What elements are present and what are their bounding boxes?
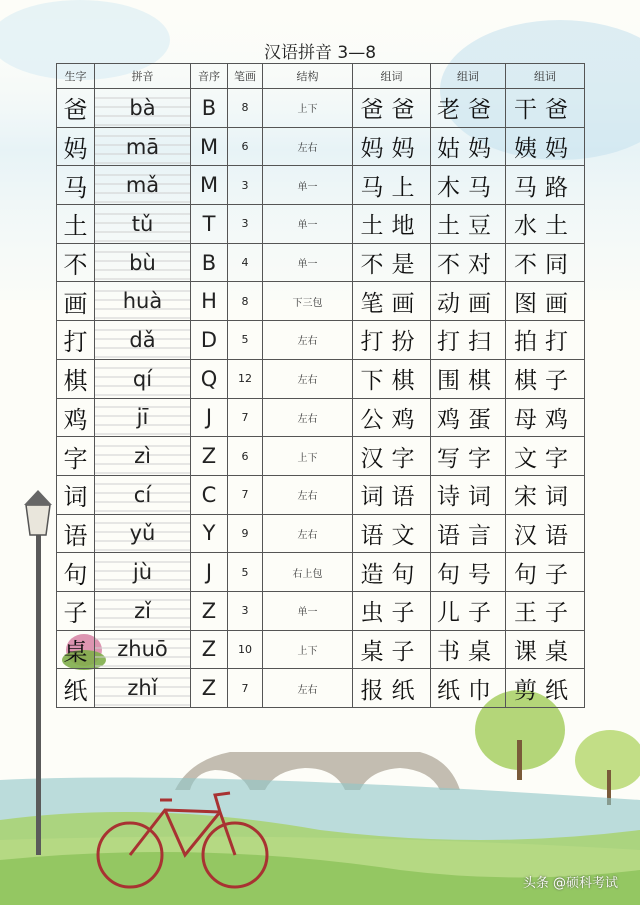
word-cell: 剪纸 — [506, 669, 585, 708]
index-letter-cell: M — [191, 127, 228, 166]
table-row — [57, 243, 585, 282]
column-header: 组词 — [431, 64, 506, 89]
pinyin-cell: cí — [95, 475, 191, 514]
index-letter-cell: T — [191, 205, 228, 244]
index-letter-cell: B — [191, 89, 228, 128]
index-letter-cell: H — [191, 282, 228, 321]
structure-cell: 单一 — [263, 591, 353, 630]
stroke-count-cell: 8 — [228, 89, 263, 128]
index-letter-cell: Z — [191, 591, 228, 630]
word-cell: 句号 — [431, 553, 506, 592]
pinyin-cell: qí — [95, 359, 191, 398]
pinyin-cell: zhuō — [95, 630, 191, 669]
word-cell: 围棋 — [431, 359, 506, 398]
pinyin-cell: mǎ — [95, 166, 191, 205]
index-letter-cell: M — [191, 166, 228, 205]
table-body — [57, 89, 585, 708]
column-header: 生字 — [57, 64, 95, 89]
index-letter-cell: Y — [191, 514, 228, 553]
index-letter-cell: J — [191, 398, 228, 437]
index-letter-cell: D — [191, 321, 228, 360]
stroke-count-cell: 4 — [228, 243, 263, 282]
table-header-row — [57, 64, 585, 89]
index-letter-cell: Z — [191, 630, 228, 669]
word-cell: 老爸 — [431, 89, 506, 128]
stroke-count-cell: 9 — [228, 514, 263, 553]
structure-cell: 下三包 — [263, 282, 353, 321]
structure-cell: 左右 — [263, 359, 353, 398]
pinyin-cell: dǎ — [95, 321, 191, 360]
word-cell: 文字 — [506, 437, 585, 476]
index-letter-cell: Q — [191, 359, 228, 398]
word-cell: 不同 — [506, 243, 585, 282]
table-row — [57, 591, 585, 630]
pinyin-cell: zhǐ — [95, 669, 191, 708]
table-row — [57, 437, 585, 476]
watermark: 头条 @硕科考试 — [522, 876, 618, 891]
word-cell: 马上 — [353, 166, 431, 205]
stroke-count-cell: 3 — [228, 166, 263, 205]
word-cell: 马路 — [506, 166, 585, 205]
table-row — [57, 630, 585, 669]
lamp-post — [36, 520, 41, 855]
word-cell: 写字 — [431, 437, 506, 476]
pinyin-cell: bà — [95, 89, 191, 128]
word-cell: 公鸡 — [353, 398, 431, 437]
word-cell: 打扫 — [431, 321, 506, 360]
word-cell: 图画 — [506, 282, 585, 321]
structure-cell: 左右 — [263, 475, 353, 514]
index-letter-cell: C — [191, 475, 228, 514]
word-cell: 妈妈 — [353, 127, 431, 166]
word-cell: 土豆 — [431, 205, 506, 244]
stroke-count-cell: 5 — [228, 553, 263, 592]
lamp-cap — [24, 490, 52, 505]
table-row — [57, 475, 585, 514]
word-cell: 语文 — [353, 514, 431, 553]
table-row — [57, 321, 585, 360]
column-header: 组词 — [506, 64, 585, 89]
word-cell: 书桌 — [431, 630, 506, 669]
pinyin-cell: tǔ — [95, 205, 191, 244]
word-cell: 动画 — [431, 282, 506, 321]
vocabulary-table — [56, 63, 585, 708]
table-row — [57, 669, 585, 708]
word-cell: 鸡蛋 — [431, 398, 506, 437]
table-row — [57, 205, 585, 244]
structure-cell: 上下 — [263, 630, 353, 669]
table-row — [57, 553, 585, 592]
stroke-count-cell: 7 — [228, 475, 263, 514]
character-cell: 打 — [57, 321, 95, 360]
structure-cell: 右上包 — [263, 553, 353, 592]
character-cell: 画 — [57, 282, 95, 321]
pinyin-cell: bù — [95, 243, 191, 282]
table-row — [57, 398, 585, 437]
structure-cell: 上下 — [263, 89, 353, 128]
column-header: 拼音 — [95, 64, 191, 89]
word-cell: 爸爸 — [353, 89, 431, 128]
stroke-count-cell: 10 — [228, 630, 263, 669]
character-cell: 爸 — [57, 89, 95, 128]
stroke-count-cell: 7 — [228, 669, 263, 708]
word-cell: 土地 — [353, 205, 431, 244]
pinyin-cell: jù — [95, 553, 191, 592]
word-cell: 词语 — [353, 475, 431, 514]
column-header: 音序 — [191, 64, 228, 89]
column-header: 组词 — [353, 64, 431, 89]
word-cell: 姑妈 — [431, 127, 506, 166]
word-cell: 王子 — [506, 591, 585, 630]
word-cell: 母鸡 — [506, 398, 585, 437]
character-cell: 鸡 — [57, 398, 95, 437]
structure-cell: 左右 — [263, 514, 353, 553]
structure-cell: 左右 — [263, 127, 353, 166]
word-cell: 宋词 — [506, 475, 585, 514]
character-cell: 语 — [57, 514, 95, 553]
stroke-count-cell: 8 — [228, 282, 263, 321]
index-letter-cell: J — [191, 553, 228, 592]
stroke-count-cell: 3 — [228, 591, 263, 630]
tree-trunk — [517, 740, 522, 780]
character-cell: 棋 — [57, 359, 95, 398]
word-cell: 汉字 — [353, 437, 431, 476]
character-cell: 妈 — [57, 127, 95, 166]
page-title: 汉语拼音 3—8 — [263, 43, 377, 63]
word-cell: 笔画 — [353, 282, 431, 321]
index-letter-cell: Z — [191, 437, 228, 476]
word-cell: 姨妈 — [506, 127, 585, 166]
word-cell: 诗词 — [431, 475, 506, 514]
word-cell: 不对 — [431, 243, 506, 282]
structure-cell: 左右 — [263, 669, 353, 708]
word-cell: 打扮 — [353, 321, 431, 360]
structure-cell: 单一 — [263, 205, 353, 244]
word-cell: 水土 — [506, 205, 585, 244]
structure-cell: 左右 — [263, 398, 353, 437]
character-cell: 子 — [57, 591, 95, 630]
table-row — [57, 166, 585, 205]
stroke-count-cell: 6 — [228, 437, 263, 476]
character-cell: 字 — [57, 437, 95, 476]
word-cell: 木马 — [431, 166, 506, 205]
structure-cell: 左右 — [263, 321, 353, 360]
table-row — [57, 359, 585, 398]
character-cell: 土 — [57, 205, 95, 244]
word-cell: 下棋 — [353, 359, 431, 398]
pinyin-cell: huà — [95, 282, 191, 321]
character-cell: 马 — [57, 166, 95, 205]
word-cell: 干爸 — [506, 89, 585, 128]
table-row — [57, 514, 585, 553]
column-header: 笔画 — [228, 64, 263, 89]
pinyin-cell: mā — [95, 127, 191, 166]
word-cell: 汉语 — [506, 514, 585, 553]
word-cell: 句子 — [506, 553, 585, 592]
word-cell: 语言 — [431, 514, 506, 553]
word-cell: 拍打 — [506, 321, 585, 360]
stroke-count-cell: 7 — [228, 398, 263, 437]
column-header: 结构 — [263, 64, 353, 89]
stroke-count-cell: 5 — [228, 321, 263, 360]
stroke-count-cell: 6 — [228, 127, 263, 166]
table-row — [57, 282, 585, 321]
stroke-count-cell: 12 — [228, 359, 263, 398]
pinyin-cell: jī — [95, 398, 191, 437]
structure-cell: 单一 — [263, 243, 353, 282]
word-cell: 报纸 — [353, 669, 431, 708]
word-cell: 虫子 — [353, 591, 431, 630]
word-cell: 课桌 — [506, 630, 585, 669]
word-cell: 造句 — [353, 553, 431, 592]
character-cell: 句 — [57, 553, 95, 592]
table-row — [57, 89, 585, 128]
table-row — [57, 127, 585, 166]
word-cell: 纸巾 — [431, 669, 506, 708]
character-cell: 词 — [57, 475, 95, 514]
structure-cell: 上下 — [263, 437, 353, 476]
stroke-count-cell: 3 — [228, 205, 263, 244]
pinyin-cell: zǐ — [95, 591, 191, 630]
word-cell: 棋子 — [506, 359, 585, 398]
character-cell: 桌 — [57, 630, 95, 669]
pinyin-cell: zì — [95, 437, 191, 476]
word-cell: 儿子 — [431, 591, 506, 630]
word-cell: 不是 — [353, 243, 431, 282]
character-cell: 不 — [57, 243, 95, 282]
index-letter-cell: Z — [191, 669, 228, 708]
word-cell: 桌子 — [353, 630, 431, 669]
pinyin-cell: yǔ — [95, 514, 191, 553]
index-letter-cell: B — [191, 243, 228, 282]
structure-cell: 单一 — [263, 166, 353, 205]
lamp-head — [26, 505, 50, 535]
character-cell: 纸 — [57, 669, 95, 708]
